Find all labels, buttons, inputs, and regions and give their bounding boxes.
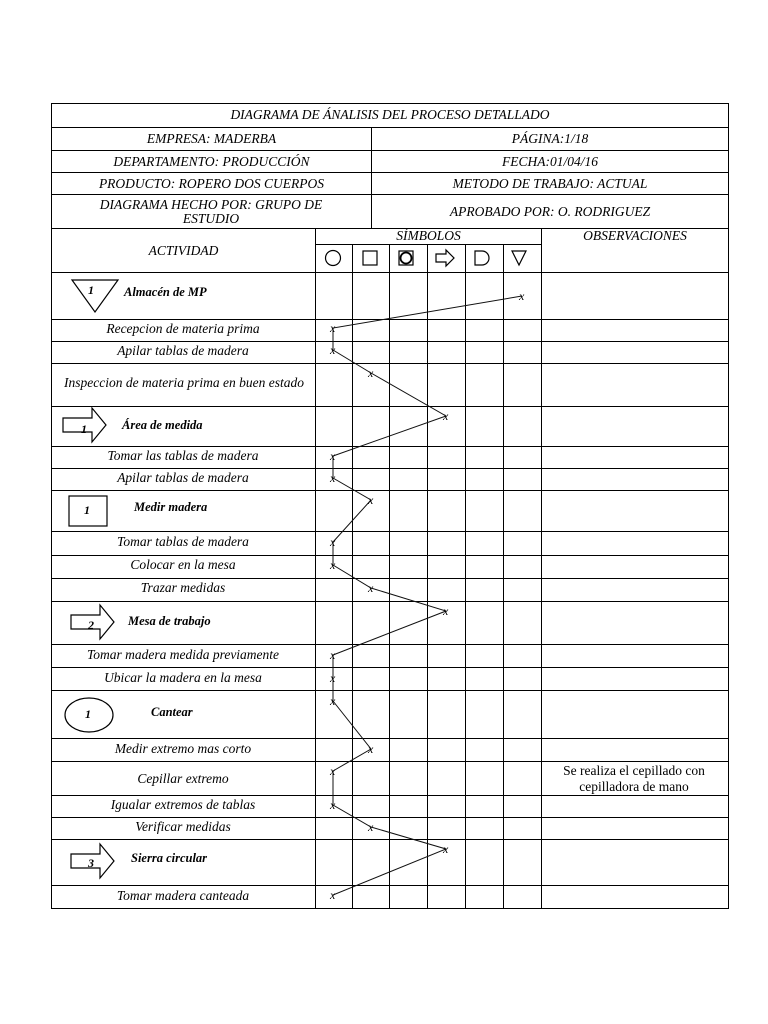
producto-field: PRODUCTO: ROPERO DOS CUERPOS — [98, 175, 325, 191]
flow-mark: x — [330, 671, 336, 685]
activity-row: Tomar tablas de madera — [117, 534, 249, 549]
section-number: 2 — [88, 618, 94, 632]
activity-row: Tomar madera canteada — [116, 887, 250, 903]
flow-mark: x — [330, 888, 336, 902]
activity-row: Verificar medidas — [135, 819, 231, 834]
simbolos-header: SÍMBOLOS — [396, 227, 461, 243]
activity-row: Apilar tablas de madera — [117, 343, 249, 358]
page-title: DIAGRAMA DE ÁNALISIS DEL PROCESO DETALLADO — [230, 107, 550, 122]
hecho-por-field: DIAGRAMA HECHO POR: GRUPO DE ESTUDIO — [99, 196, 323, 226]
metodo-field: METODO DE TRABAJO: ACTUAL — [452, 175, 648, 191]
section-label-sierra: Sierra circular — [131, 851, 208, 865]
flow-polyline — [333, 296, 522, 895]
flow-mark: x — [330, 471, 336, 485]
activity-row: Trazar medidas — [140, 580, 226, 595]
activity-row: Colocar en la mesa — [130, 557, 236, 572]
activity-row: Ubicar la madera en la mesa — [104, 670, 262, 685]
flow-mark: x — [368, 742, 374, 756]
flow-mark: x — [330, 648, 336, 662]
actividad-header: ACTIVIDAD — [148, 242, 219, 258]
flow-mark: x — [330, 694, 336, 708]
flow-mark: x — [330, 321, 336, 335]
flow-mark: x — [443, 842, 449, 856]
flow-mark: x — [368, 493, 374, 507]
activity-row: Recepcion de materia prima — [106, 321, 260, 336]
section-label-cantear: Cantear — [151, 705, 193, 719]
section-label-almacen: Almacén de MP — [124, 285, 207, 299]
section-label-mesa: Mesa de trabajo — [128, 614, 211, 628]
aprobado-field: APROBADO POR: O. RODRIGUEZ — [449, 203, 651, 219]
section-number: 1 — [88, 283, 94, 297]
flow-mark: x — [330, 449, 336, 463]
observation-cepillar: Se realiza el cepillado con cepilladora de mano — [563, 763, 705, 794]
pagina-field: PÁGINA:1/18 — [511, 131, 589, 146]
section-number: 1 — [85, 707, 91, 721]
activity-row: Cepillar extremo — [137, 771, 229, 786]
flow-mark: x — [368, 366, 374, 380]
activity-row: Tomar las tablas de madera — [107, 448, 259, 463]
flow-mark: x — [519, 289, 525, 303]
flow-mark: x — [330, 535, 336, 549]
section-number: 1 — [81, 422, 87, 436]
flow-mark: x — [443, 604, 449, 618]
activity-row: Tomar madera medida previamente — [86, 647, 280, 662]
section-label-medir: Medir madera — [134, 500, 208, 514]
activity-row: Apilar tablas de madera — [117, 470, 249, 485]
section-label-area-medida: Área de medida — [122, 418, 203, 432]
activity-row: Igualar extremos de tablas — [110, 797, 256, 812]
flow-mark: x — [330, 558, 336, 572]
departamento-field: DEPARTAMENTO: PRODUCCIÓN — [113, 153, 310, 169]
flow-mark: x — [330, 764, 336, 778]
activity-row: Inspeccion de materia prima en buen estado — [64, 374, 304, 390]
flow-mark: x — [368, 581, 374, 595]
activity-row: Medir extremo mas corto — [114, 741, 252, 756]
flow-mark: x — [443, 409, 449, 423]
flow-mark: x — [330, 343, 336, 357]
empresa-field: EMPRESA: MADERBA — [146, 131, 277, 146]
observaciones-header: OBSERVACIONES — [583, 228, 687, 243]
section-number: 1 — [84, 503, 90, 517]
flow-mark: x — [368, 820, 374, 834]
section-number: 3 — [88, 856, 94, 870]
flow-mark: x — [330, 798, 336, 812]
fecha-field: FECHA:01/04/16 — [502, 153, 598, 169]
